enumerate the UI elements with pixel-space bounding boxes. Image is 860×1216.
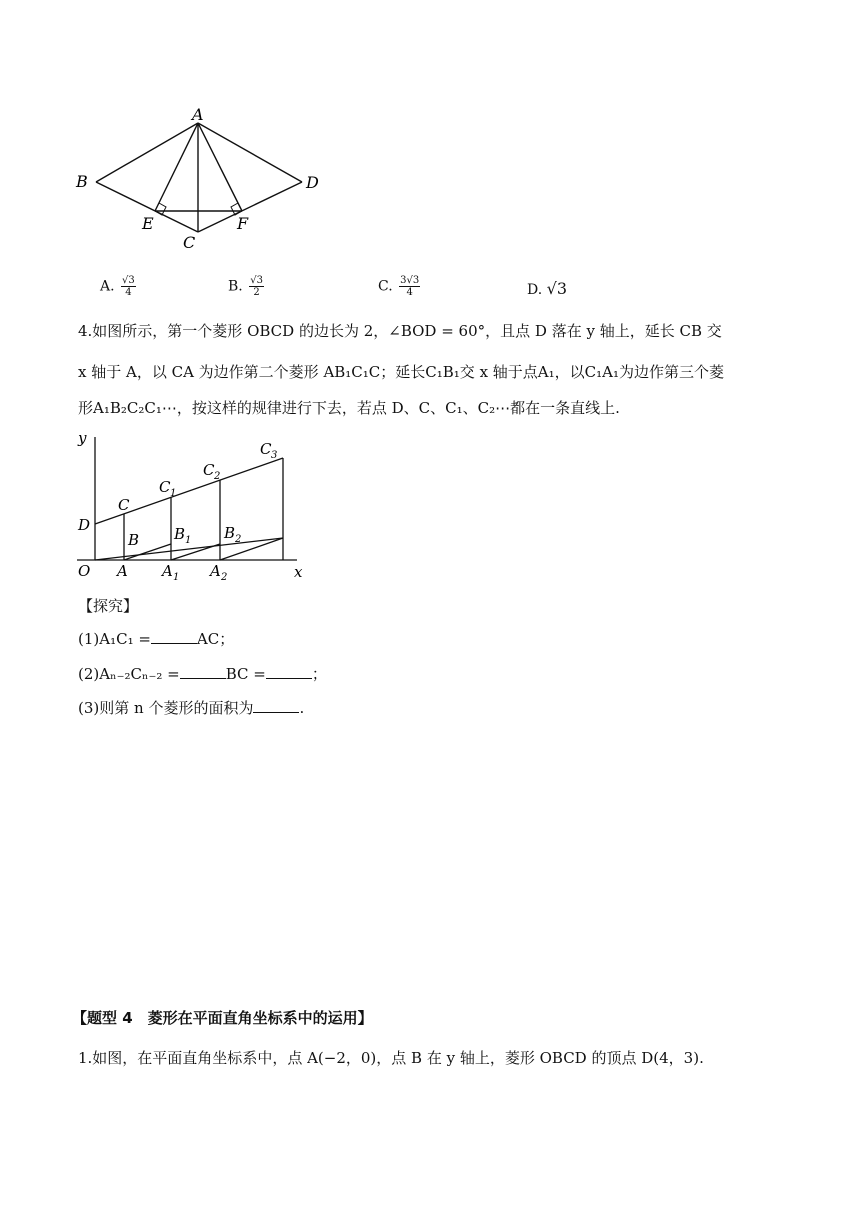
label-A1-sub: 1 [173, 572, 180, 583]
label-A: A [192, 105, 204, 124]
label-B2: B [224, 524, 236, 542]
label-O: O [78, 562, 91, 580]
label-C1-sub: 1 [170, 488, 177, 499]
explore-q2: (2)Aₙ₋₂Cₙ₋₂ = BC = ； [78, 665, 327, 683]
option-c: C. $\frac{3√3}{4}$ [378, 275, 420, 298]
label-C: C [183, 233, 196, 252]
label-B: B [76, 172, 88, 191]
label-C: C [118, 496, 130, 514]
label-C3-sub: 3 [271, 450, 278, 461]
option-b: B. $\frac{√3}{2}$ [228, 275, 263, 298]
answer-blank-4[interactable] [253, 698, 299, 713]
option-d: D. √3 [527, 279, 568, 298]
q4-line-3: 形A₁B₂C₂C₁⋯，按这样的规律进行下去，若点 D、C、C₁、C₂⋯都在一条直线上. [78, 399, 620, 417]
explore-heading: 【探究】 [78, 597, 139, 615]
label-B1: B [174, 525, 186, 543]
label-D: D [306, 173, 319, 192]
label-A2: A [210, 562, 221, 580]
explore-q3: (3)则第 n 个菱形的面积为 . [78, 699, 305, 717]
label-C1: C [159, 478, 171, 496]
label-C3: C [260, 440, 272, 458]
q1-text: 1.如图，在平面直角坐标系中，点 A(−2，0)，点 B 在 y 轴上，菱形 OBCD 的顶点 D(4，3). [78, 1049, 704, 1067]
rhombus-sequence-figure [72, 425, 322, 585]
rhombus-figure [70, 105, 340, 255]
answer-blank-3[interactable] [266, 664, 312, 679]
label-B1-sub: 1 [185, 535, 192, 546]
answer-blank-2[interactable] [180, 664, 226, 679]
label-A: A [117, 562, 128, 580]
q4-line-1: 4.如图所示，第一个菱形 OBCD 的边长为 2，∠BOD = 60°，且点 D 落在 y 轴上，延长 CB 交 [78, 322, 722, 340]
explore-q1: (1)A₁C₁ = AC； [78, 630, 235, 648]
y-axis-label: y [78, 429, 87, 447]
option-a: A. $\frac{√3}{4}$ [100, 275, 135, 298]
label-B2-sub: 2 [235, 534, 242, 545]
label-A2-sub: 2 [221, 572, 228, 583]
section-title: 【题型 4 菱形在平面直角坐标系中的运用】 [72, 1009, 373, 1027]
x-axis-label: x [294, 563, 303, 581]
answer-blank-1[interactable] [151, 629, 197, 644]
label-B: B [128, 531, 140, 549]
q4-line-2: x 轴于 A，以 CA 为边作第二个菱形 AB₁C₁C；延长C₁B₁交 x 轴于点A₁，以C₁A₁为边作第三个菱 [78, 363, 724, 381]
label-F: F [237, 214, 249, 233]
label-C2: C [203, 461, 215, 479]
label-A1: A [162, 562, 173, 580]
label-E: E [142, 214, 154, 233]
label-D: D [78, 516, 91, 534]
label-C2-sub: 2 [214, 471, 221, 482]
